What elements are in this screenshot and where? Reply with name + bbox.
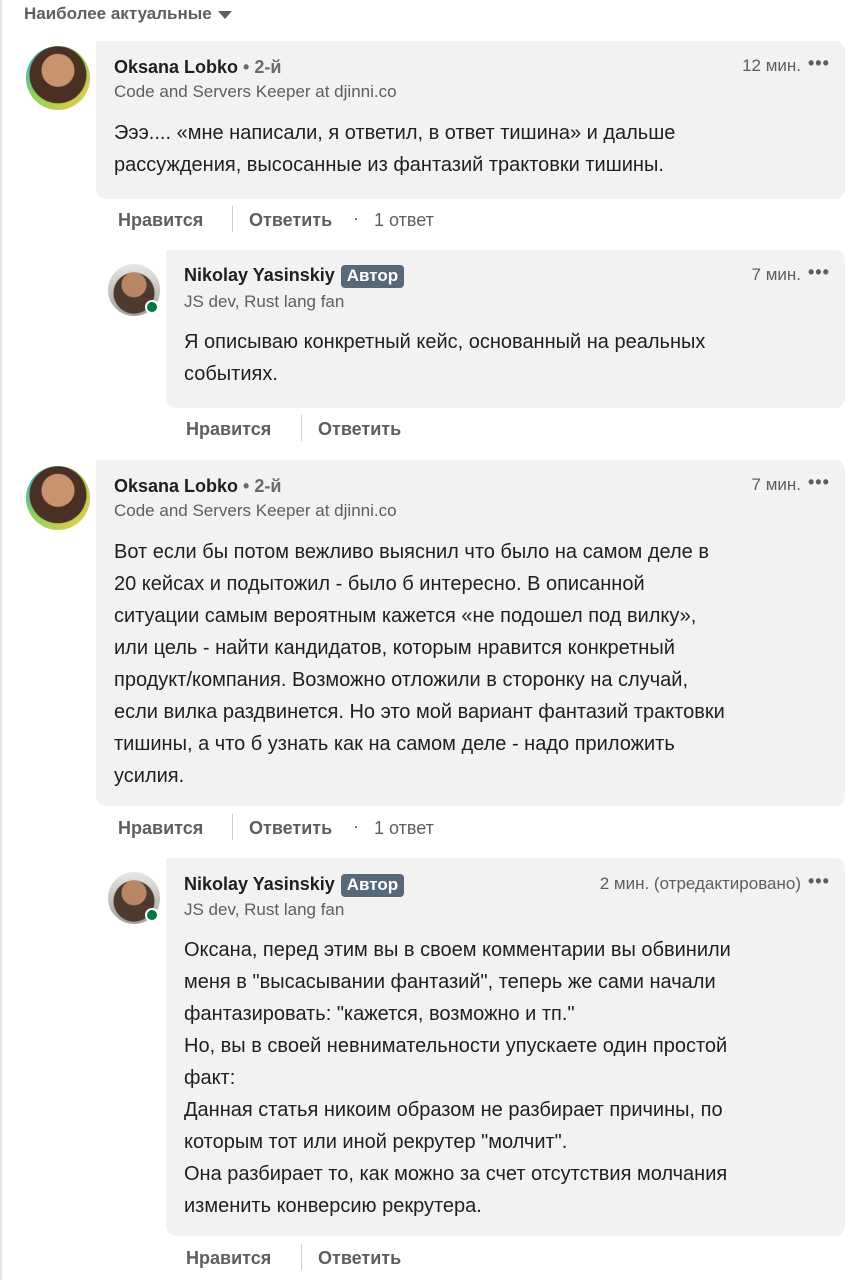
reply-button[interactable]: Ответить	[249, 818, 333, 838]
separator-dot: ·	[353, 816, 359, 836]
author-name[interactable]: Nikolay Yasinskiy Автор	[184, 874, 404, 897]
sort-label: Наиболее актуальные	[24, 4, 212, 23]
author-name[interactable]: Oksana Lobko • 2-й	[114, 476, 282, 496]
author-name[interactable]: Oksana Lobko • 2-й	[114, 57, 282, 77]
comment-text: Вот если бы потом вежливо выяснил что было на самом деле в 20 кейсах и подытожил - было б интересно. В описанной ситуации самым вероятным кажется «не подошел под вилку», или цель - найти кандидатов, которым нравится конкретный продукт/компания. Возможно отложили в сторонку на случай, если вилка раздвинется. Но это мой вариант фантазий трактовки тишины, а что б узнать как на самом деле - надо приложить усилия.	[114, 541, 725, 787]
like-button[interactable]: Нравится	[118, 210, 204, 230]
connection-degree: • 2-й	[243, 476, 282, 496]
reply-button[interactable]: Ответить	[249, 210, 333, 230]
author-headline: Code and Servers Keeper at djinni.co	[114, 82, 397, 101]
comment-text: Я описываю конкретный кейс, основанный на реальных событиях.	[184, 331, 706, 385]
online-status-icon	[145, 908, 159, 922]
timestamp: 12 мин.	[742, 56, 801, 75]
comment-text: Оксана, перед этим вы в своем комментарии вы обвинили меня в "высасывании фантазий", теперь же сами начали фантазировать: "кажется, возможно и тп." Но, вы в своей невнимательности упускаете один простой факт: Данная статья никоим образом не разбирает причины, по которым тот или иной рекрутер "молчит". Она разбирает то, как можно за счет отсутствия молчания изменить конверсию рекрутера.	[184, 939, 731, 1217]
like-button[interactable]: Нравится	[186, 419, 272, 439]
separator-dot: ·	[353, 208, 359, 228]
author-headline: Code and Servers Keeper at djinni.co	[114, 501, 397, 520]
online-status-icon	[145, 300, 159, 314]
divider	[301, 415, 302, 441]
more-options-icon[interactable]: •••	[808, 53, 830, 73]
thread-rule	[0, 0, 2, 1280]
connection-degree: • 2-й	[243, 57, 282, 77]
timestamp: 2 мин. (отредактировано)	[599, 874, 801, 893]
timestamp: 7 мин.	[751, 265, 801, 284]
avatar[interactable]	[26, 466, 90, 530]
sort-dropdown[interactable]	[24, 4, 232, 24]
replies-count[interactable]: 1 ответ	[374, 818, 434, 838]
author-badge: Автор	[341, 265, 404, 288]
caret-down-icon	[218, 11, 232, 19]
divider	[232, 206, 233, 232]
comment-text: Эээ.... «мне написали, я ответил, в ответ тишина» и дальше рассуждения, высосанные из фантазий трактовки тишины.	[114, 122, 676, 176]
like-button[interactable]: Нравится	[118, 818, 204, 838]
author-name[interactable]: Nikolay Yasinskiy Автор	[184, 265, 404, 288]
timestamp: 7 мин.	[751, 475, 801, 494]
reply-button[interactable]: Ответить	[318, 1248, 402, 1268]
author-headline: JS dev, Rust lang fan	[184, 292, 345, 311]
more-options-icon[interactable]: •••	[808, 871, 830, 891]
more-options-icon[interactable]: •••	[808, 262, 830, 282]
author-badge: Автор	[341, 874, 404, 897]
reply-button[interactable]: Ответить	[318, 419, 402, 439]
replies-count[interactable]: 1 ответ	[374, 210, 434, 230]
like-button[interactable]: Нравится	[186, 1248, 272, 1268]
avatar[interactable]	[26, 46, 90, 110]
more-options-icon[interactable]: •••	[808, 472, 830, 492]
divider	[301, 1244, 302, 1270]
author-headline: JS dev, Rust lang fan	[184, 900, 345, 919]
divider	[232, 814, 233, 840]
